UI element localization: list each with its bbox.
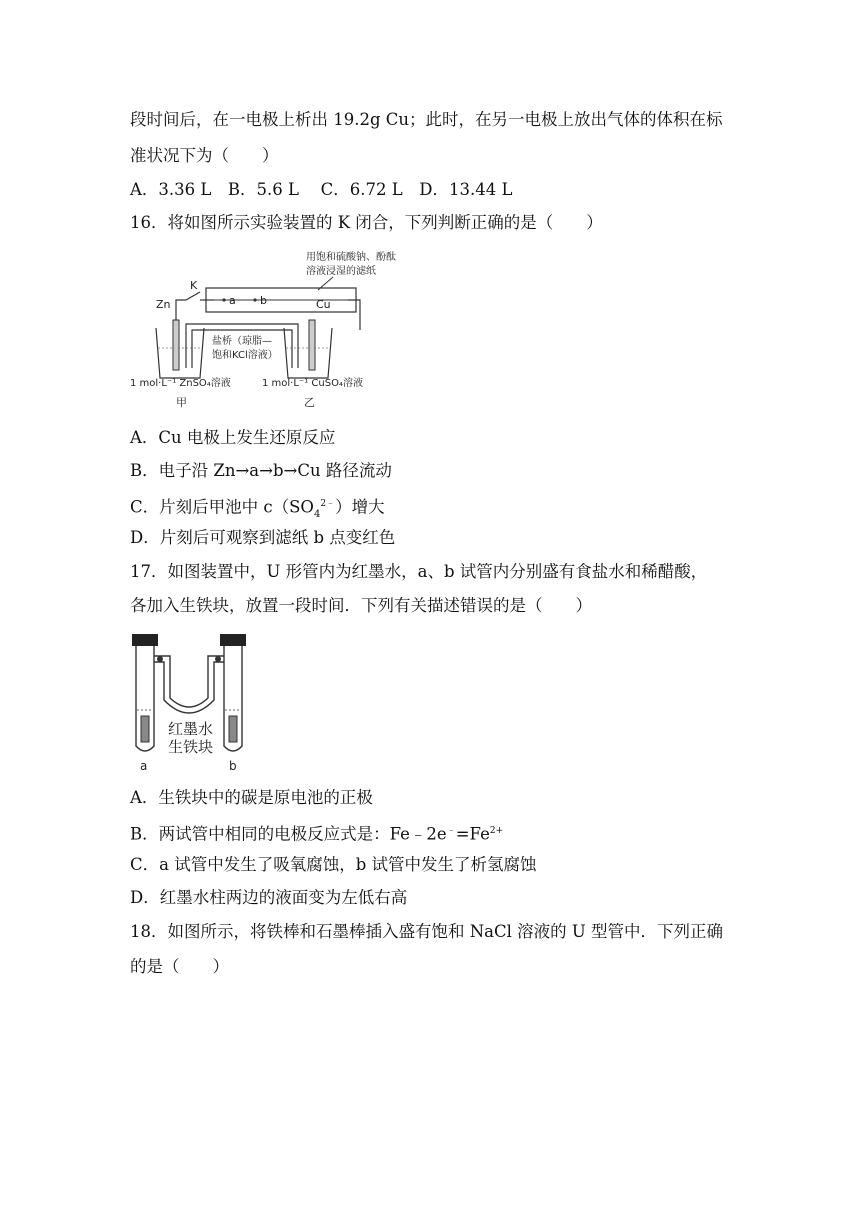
q17-option-b-sup2: 2+ (489, 826, 504, 836)
q16-option-c-post: ）增大 (335, 497, 385, 517)
q17-stem-line2: 各加入生铁块，放置一段时间．下列有关描述错误的是（ ） (130, 596, 592, 615)
q17-option-a: A．生铁块中的碳是原电池的正极 (130, 788, 373, 807)
q16-label-jia: 甲 (176, 396, 187, 409)
q17-label-ink: 红墨水 (168, 720, 214, 738)
q16-label-cu: Cu (316, 298, 331, 311)
q18-stem-line1: 18．如图所示，将铁棒和石墨棒插入盛有饱和 NaCl 溶液的 U 型管中．下列正确 (130, 922, 724, 941)
q15-text-line1: 段时间后，在一电极上析出 19.2g Cu；此时，在另一电极上放出气体的体积在标 (130, 110, 723, 129)
q17-option-b (130, 821, 503, 845)
q16-label-sol-right: 1 mol·L⁻¹ CuSO₄溶液 (262, 378, 363, 389)
q16-label-a: a (229, 294, 236, 307)
q16-apparatus-figure (128, 244, 398, 414)
q17-stem-line1: 17．如图装置中，U 形管内为红墨水，a、b 试管内分别盛有食盐水和稀醋酸， (130, 562, 708, 581)
q17-label-a: a (140, 759, 148, 773)
q17-label-b: b (229, 759, 237, 773)
q16-label-paper2: 溶液浸湿的滤纸 (306, 266, 376, 277)
q17-option-c: C．a 试管中发生了吸氧腐蚀，b 试管中发生了析氢腐蚀 (130, 855, 537, 874)
q16-stem: 16．将如图所示实验装置的 K 闭合，下列判断正确的是（ ） (130, 213, 603, 232)
q17-option-b-sup1: ﹣ (446, 826, 456, 836)
q16-label-bridge: 盐桥（琼脂— (212, 336, 272, 347)
q17-option-b-pre: B．两试管中相同的电极反应式是：Fe﹣2e (130, 824, 447, 844)
q16-label-sol-left: 1 mol·L⁻¹ ZnSO₄溶液 (130, 378, 231, 389)
q16-option-a: A．Cu 电极上发生还原反应 (130, 428, 336, 447)
q16-label-yi: 乙 (304, 396, 315, 409)
q16-option-c-pre: C．片刻后甲池中 c（SO (130, 497, 314, 517)
q16-option-c-sup: 2﹣ (320, 499, 336, 509)
q16-label-bridge2: 饱和KCl溶液） (212, 350, 278, 361)
q17-option-d: D．红墨水柱两边的液面变为左低右高 (130, 888, 408, 907)
q16-label-paper: 用饱和硫酸钠、酚酞 (306, 252, 396, 263)
q16-option-c-sub: 4 (313, 508, 321, 520)
q15-options: A．3.36 L B．5.6 L C．6.72 L D．13.44 L (130, 180, 513, 199)
q15-text-line2: 准状况下为（ ） (130, 146, 279, 165)
q17-option-b-mid: =Fe (455, 824, 490, 844)
q16-label-zn: Zn (156, 298, 171, 311)
q16-label-k: K (190, 279, 198, 292)
q16-label-b: b (260, 294, 267, 307)
q17-label-iron: 生铁块 (168, 738, 214, 756)
q16-option-c (130, 494, 385, 525)
q17-u-tube-figure (128, 628, 258, 774)
q16-option-d: D．片刻后可观察到滤纸 b 点变红色 (130, 528, 396, 547)
q18-stem-line2: 的是（ ） (130, 957, 229, 976)
q16-option-b: B．电子沿 Zn→a→b→Cu 路径流动 (130, 461, 392, 480)
